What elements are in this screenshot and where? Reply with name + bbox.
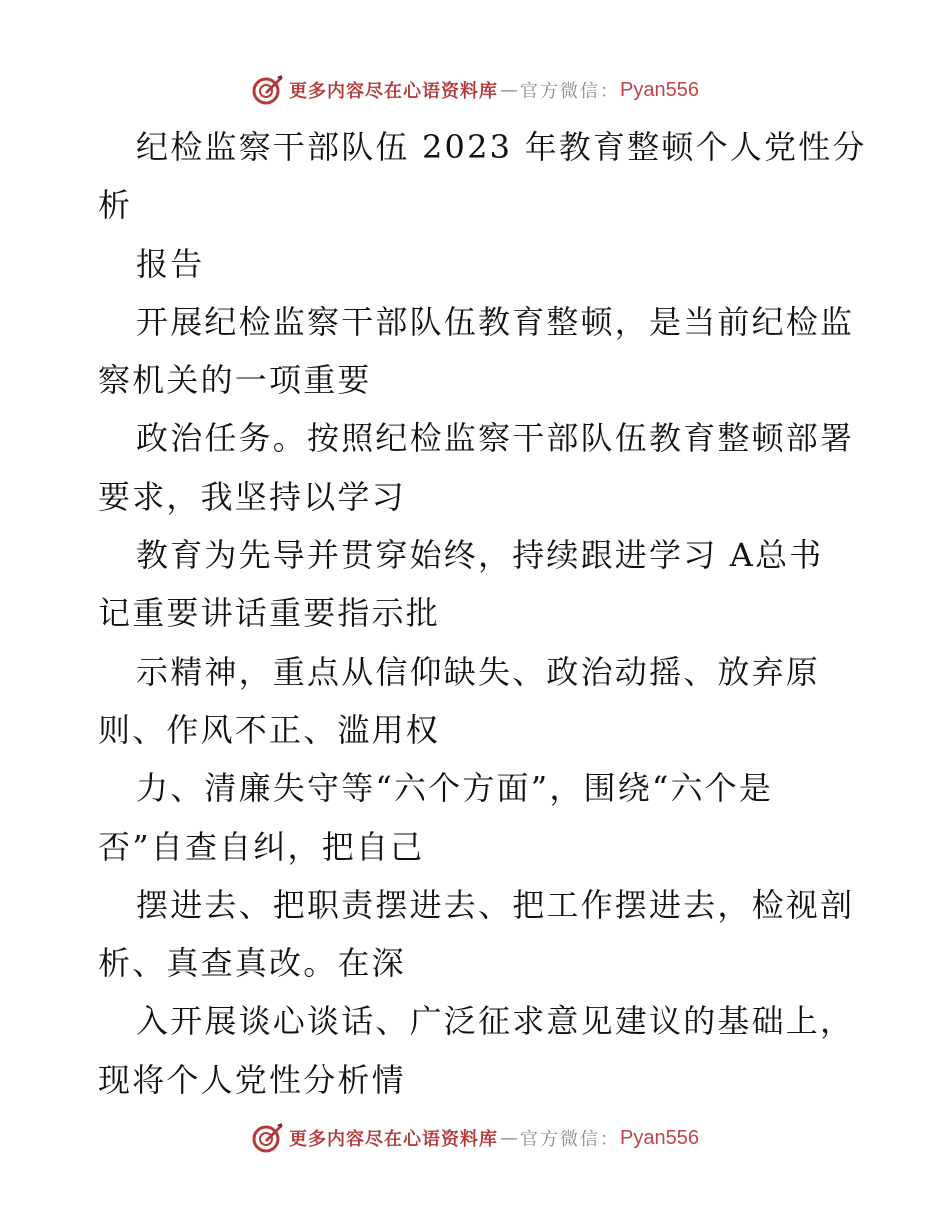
title-line-2: 析 (98, 186, 133, 225)
title-line-3: 报告 (136, 244, 205, 283)
paragraph-line: 记重要讲话重要指示批 (98, 594, 441, 633)
document-body (98, 118, 867, 1109)
paragraph-line: 入开展谈心谈话、广泛征求意见建议的基础上， (136, 1002, 855, 1041)
watermark-wechat-label: 官方微信： (520, 81, 621, 102)
watermark-wechat-label: 官方微信： (520, 1129, 621, 1150)
watermark-wechat-id: Pyan556 (620, 78, 699, 101)
paragraph-line: 摆进去、把职责摆进去、把工作摆进去，检视剖 (136, 885, 855, 924)
paragraph-line: 要求，我坚持以学习 (98, 477, 406, 516)
watermark-wechat-id: Pyan556 (620, 1126, 699, 1149)
quill-pen-circle-icon (251, 73, 285, 107)
paragraph-line: 力、清廉失守等“六个方面”，围绕“六个是 (136, 769, 774, 808)
quill-pen-circle-icon (251, 1121, 285, 1155)
watermark-dash: — (500, 79, 519, 101)
paragraph-line: 析、真查真改。在深 (98, 944, 406, 983)
paragraph-line: 开展纪检监察干部队伍教育整顿，是当前纪检监 (136, 302, 855, 341)
paragraph-line: 政治任务。按照纪检监察干部队伍教育整顿部署 (136, 419, 855, 458)
watermark-dash: — (500, 1127, 519, 1149)
header-watermark (0, 70, 950, 110)
watermark-site-text: 更多内容尽在心语资料库 (289, 1129, 499, 1150)
watermark-site-text: 更多内容尽在心语资料库 (289, 81, 499, 102)
paragraph-line: 示精神，重点从信仰缺失、政治动摇、放弃原 (136, 652, 821, 691)
paragraph-line: 察机关的一项重要 (98, 361, 372, 400)
paragraph-line: 教育为先导并贯穿始终，持续跟进学习 A总书 (136, 536, 824, 575)
paragraph-line: 现将个人党性分析情 (98, 1060, 406, 1099)
paragraph-line: 否”自查自纠，把自己 (98, 827, 425, 866)
footer-watermark (0, 1118, 950, 1158)
paragraph-line: 则、作风不正、滥用权 (98, 710, 441, 749)
title-line-1: 纪检监察干部队伍 2023 年教育整顿个人党性分 (136, 128, 867, 166)
